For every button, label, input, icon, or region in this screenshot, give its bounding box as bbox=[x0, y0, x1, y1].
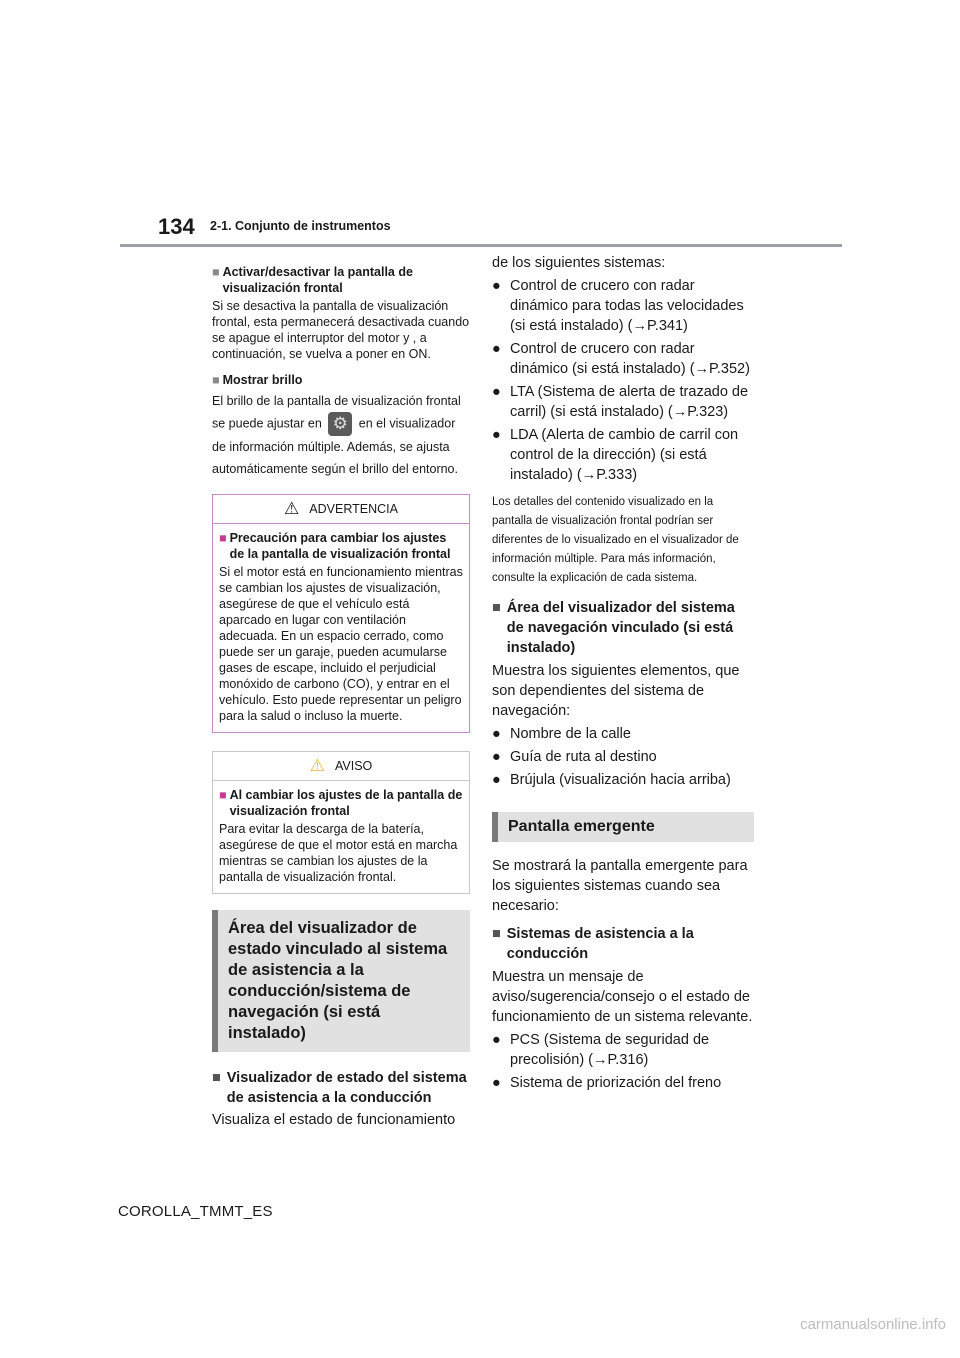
section-title: 2-1. Conjunto de instrumentos bbox=[210, 219, 391, 233]
square-bullet-icon: ■ bbox=[219, 788, 227, 802]
visualizador-text: Visualiza el estado de funcionamiento bbox=[212, 1112, 456, 1128]
notice-box bbox=[212, 751, 470, 894]
list-item: ● Control de crucero con radar dinámico para todas las velocidades (si está instalado) (→P.341) bbox=[492, 278, 744, 334]
notice-heading: ■ Al cambiar los ajustes de la pantalla de visualización frontal bbox=[219, 788, 463, 818]
settings-icon bbox=[328, 412, 352, 436]
popup-text: Se mostrará la pantalla emergente para los siguientes sistemas cuando sea necesario: bbox=[492, 858, 748, 914]
list-item: ● LTA (Sistema de alerta de trazado de carril) (si está instalado) (→P.323) bbox=[492, 384, 749, 420]
warning-heading: ■ Precaución para cambiar los ajustes de la pantalla de visualización frontal bbox=[219, 531, 451, 561]
header-rule bbox=[120, 244, 842, 247]
activar-text: Si se desactiva la pantalla de visualización frontal, esta permanecerá desactivada cuando se apague el interruptor del motor y , a continuación, se vuelva a poner en ON. bbox=[212, 299, 470, 361]
list-item: ● Nombre de la calle bbox=[492, 726, 631, 742]
page-number: 134 bbox=[158, 214, 195, 239]
square-bullet-icon: ■ bbox=[492, 600, 501, 616]
watermark: carmanualsonline.info bbox=[800, 1316, 946, 1333]
assist-text: Muestra un mensaje de aviso/sugerencia/consejo o el estado de funcionamiento de un sistema relevante. bbox=[492, 969, 753, 1025]
list-item: ● Sistema de priorización del freno bbox=[492, 1075, 722, 1091]
visualizador-heading: ■ Visualizador de estado del sistema de asistencia a la conducción bbox=[212, 1070, 467, 1106]
right-column bbox=[492, 253, 754, 1093]
notice-header: ⚠ AVISO bbox=[213, 752, 469, 781]
nav-heading: ■ Área del visualizador del sistema de navegación vinculado (si está instalado) bbox=[492, 600, 735, 656]
notice-text: Para evitar la descarga de la batería, asegúrese de que el motor está en marcha mientras se cambian los ajustes de la pantalla de visualización frontal. bbox=[219, 822, 458, 884]
list-item: ● Brújula (visualización hacia arriba) bbox=[492, 772, 731, 788]
list-item: ● Guía de ruta al destino bbox=[492, 749, 657, 765]
area-heading: Área del visualizador de estado vinculado al sistema de asistencia a la conducción/sistema de navegación (si está instalado) bbox=[212, 910, 470, 1052]
left-column bbox=[212, 264, 470, 1130]
fine-note: Los detalles del contenido visualizado en la pantalla de visualización frontal podrían ser diferentes de lo visualizado en el visualizador de información múltiple. Para más información, consulte la explicación de cada sistema. bbox=[492, 496, 739, 584]
warning-triangle-icon: ⚠ bbox=[284, 499, 300, 518]
square-bullet-icon: ■ bbox=[212, 265, 220, 279]
popup-heading: Pantalla emergente bbox=[492, 812, 754, 842]
assist-heading: ■ Sistemas de asistencia a la conducción bbox=[492, 926, 694, 962]
warning-text: Si el motor está en funcionamiento mientras se cambian los ajustes de visualización, asegúrese de que el vehículo está aparcado en lugar con ventilación adecuada. En un espacio cerrado, como puede ser un garaje, pueden acumularse gases de escape, incluido el perjudicial monóxido de carbono (CO), y entrar en el vehículo. Esto puede representar un peligro para la salud o incluso la muerte. bbox=[219, 565, 463, 723]
square-bullet-icon: ■ bbox=[219, 531, 227, 545]
square-bullet-icon: ■ bbox=[212, 1070, 221, 1086]
systems-intro: de los siguientes sistemas: bbox=[492, 255, 666, 271]
nav-text: Muestra los siguientes elementos, que son dependientes del sistema de navegación: bbox=[492, 663, 740, 719]
list-item: ● PCS (Sistema de seguridad de precolisión) (→P.316) bbox=[492, 1032, 710, 1068]
activar-heading: ■ Activar/desactivar la pantalla de visualización frontal bbox=[212, 265, 413, 295]
list-item: ● LDA (Alerta de cambio de carril con control de la dirección) (si está instalado) (→P.333) bbox=[492, 427, 739, 483]
brillo-text: El brillo de la pantalla de visualización frontal se puede ajustar en ⚙ en el visualizador de información múltiple. Además, se ajusta automáticamente según el brillo del entorno. bbox=[212, 390, 470, 480]
warning-box bbox=[212, 494, 470, 733]
brillo-heading: ■ Mostrar brillo bbox=[212, 373, 303, 387]
warning-header: ⚠ ADVERTENCIA bbox=[213, 495, 469, 524]
doc-code: COROLLA_TMMT_ES bbox=[118, 1203, 273, 1220]
list-item: ● Control de crucero con radar dinámico (si está instalado) (→P.352) bbox=[492, 341, 750, 377]
square-bullet-icon: ■ bbox=[212, 373, 220, 387]
square-bullet-icon: ■ bbox=[492, 926, 501, 942]
caution-triangle-icon: ⚠ bbox=[309, 756, 325, 775]
